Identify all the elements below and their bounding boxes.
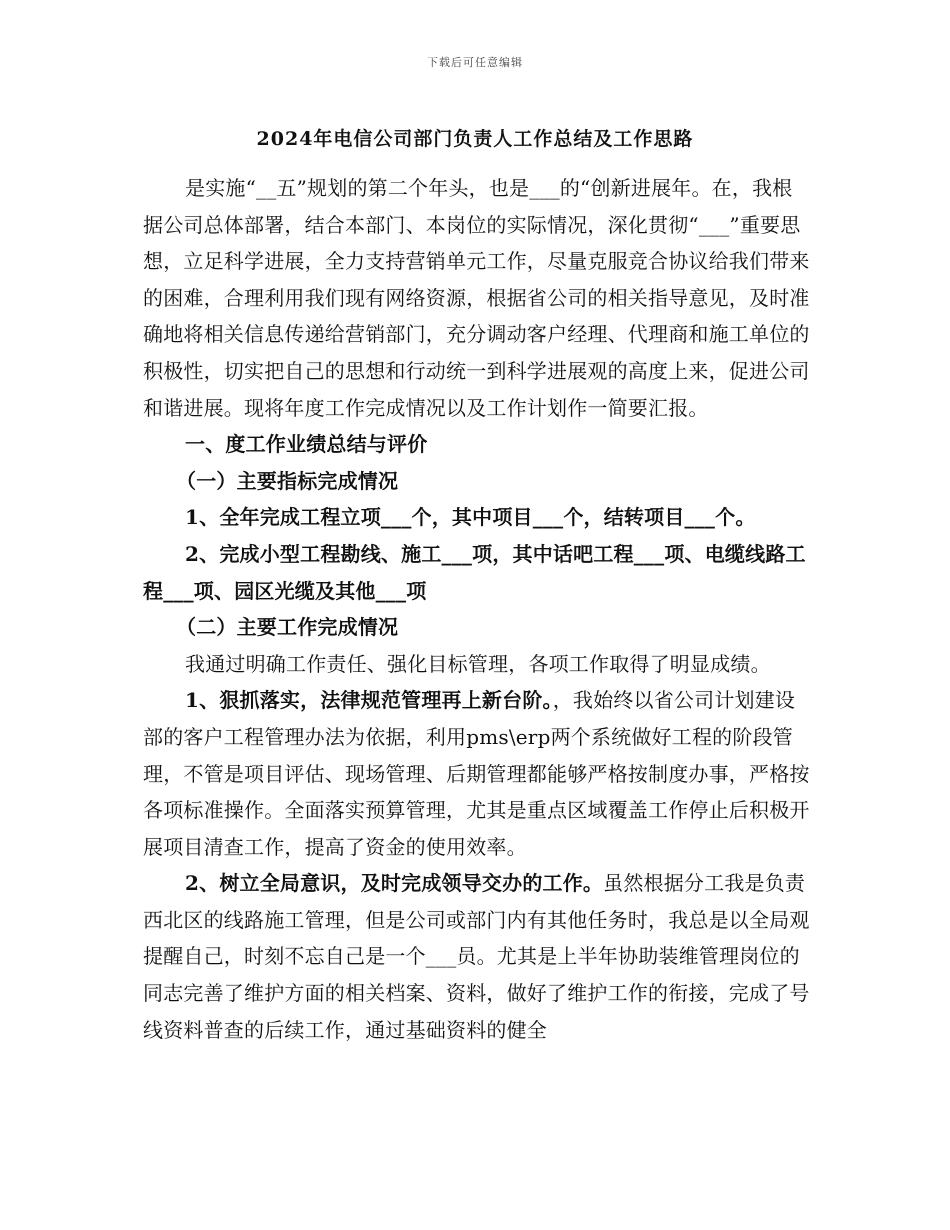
- subsection-heading-2: （二）主要工作完成情况: [176, 615, 399, 640]
- work-item-1-text: ，我始终以省公司计划建设部的客户工程管理办法为依据，利用pms\erp两个系统做好工程的阶段管理，不管是项目评估、现场管理、后期管理都能够严格按制度办事，严格按各项标准操作。全面落实预算管理，尤其是重点区域覆盖工作停止后积极开展项目清查工作，提高了资金的使用效率。: [143, 688, 810, 859]
- summary-paragraph: 我通过明确工作责任、强化目标管理，各项工作取得了明显成绩。: [185, 651, 771, 676]
- page-header-note: 下载后可任意编辑: [427, 56, 523, 69]
- document-title: 2024年电信公司部门负责人工作总结及工作思路: [256, 128, 694, 150]
- document-body: [143, 170, 811, 1048]
- subsection-heading-1: （一）主要指标完成情况: [176, 468, 399, 493]
- indicator-item-2: 2、完成小型工程勘线、施工___项，其中话吧工程___项、电缆线路工程___项、园区光缆及其他___项: [143, 541, 806, 603]
- section-heading-1: 一、度工作业绩总结与评价: [185, 432, 428, 457]
- work-item-paragraph-1: [143, 682, 811, 865]
- work-item-2-text: 虽然根据分工我是负责西北区的线路施工管理，但是公司或部门内有其他任务时，我总是以全局观提醒自己，时刻不忘自己是一个___员。尤其是上半年协助装维管理岗位的同志完善了维护方面的相关档案、资料，做好了维护工作的衔接，完成了号线资料普查的后续工作，通过基础资料的健全: [143, 871, 810, 1042]
- intro-paragraph: 是实施“__五”规划的第二个年头，也是___的“创新进展年。在，我根据公司总体部署，结合本部门、本岗位的实际情况，深化贯彻“___”重要思想，立足科学进展，全力支持营销单元工作，尽量克服竞合协议给我们带来的困难，合理利用我们现有网络资源，根据省公司的相关指导意见，及时准确地将相关信息传递给营销部门，充分调动客户经理、代理商和施工单位的积极性，切实把自己的思想和行动统一到科学进展观的高度上来，促进公司和谐进展。现将年度工作完成情况以及工作计划作一简要汇报。: [143, 176, 810, 420]
- work-item-1-lead: 1、狠抓落实，法律规范管理再上新台阶。: [185, 688, 553, 713]
- work-item-paragraph-2: [143, 865, 811, 1048]
- work-item-2-lead: 2、树立全局意识，及时完成领导交办的工作。: [185, 871, 604, 896]
- indicator-item-1: 1、全年完成工程立项___个，其中项目___个，结转项目___个。: [185, 505, 756, 530]
